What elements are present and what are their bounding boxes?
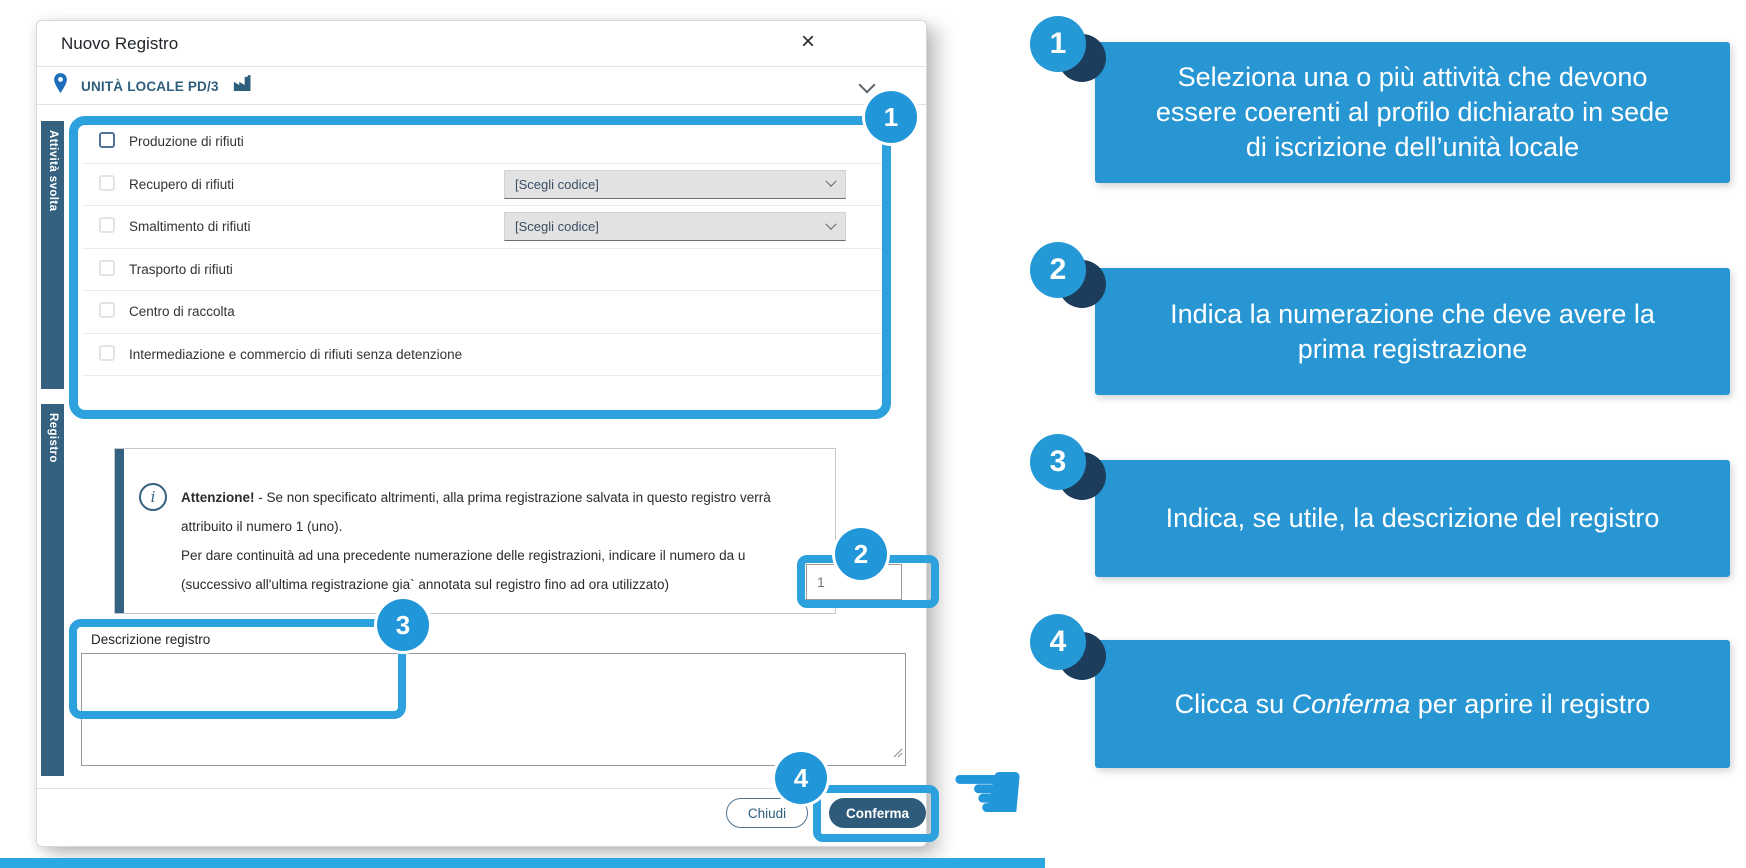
sidebar-attivita-svolta: Attività svolta [41, 121, 64, 389]
attention-text [181, 483, 811, 599]
callout-line: Seleziona una o più attività che devono [1177, 62, 1648, 92]
callout-badge-4: 4 [1030, 614, 1086, 670]
callout-line: Indica la numerazione che deve avere la [1170, 298, 1655, 329]
callout-badge-3: 3 [1030, 434, 1086, 490]
activity-label: Smaltimento di rifiuti [129, 219, 251, 234]
divider [37, 104, 926, 105]
codice-select[interactable] [504, 212, 846, 241]
callout-text-italic: Conferma [1291, 688, 1411, 719]
resize-handle[interactable] [893, 745, 903, 763]
checkbox-trasporto[interactable] [99, 260, 115, 276]
activity-label: Centro di raccolta [129, 304, 235, 319]
callout-3 [1095, 460, 1730, 577]
chevron-down-icon[interactable] [859, 77, 876, 94]
step-badge-1: 1 [865, 91, 917, 143]
callout-line: prima registrazione [1297, 333, 1528, 364]
codice-select[interactable] [504, 170, 846, 199]
sidebar-registro: Registro [41, 404, 64, 776]
activity-row [82, 206, 887, 249]
callout-line [1175, 687, 1651, 722]
activity-label: Produzione di rifiuti [129, 134, 244, 149]
chevron-down-icon [825, 218, 836, 229]
checkbox-recupero[interactable] [99, 175, 115, 191]
checkbox-intermediazione[interactable] [99, 345, 115, 361]
callout-badge-2: 2 [1030, 242, 1086, 298]
location-unit-label: UNITÀ LOCALE PD/3 [81, 79, 219, 94]
checkbox-produzione[interactable] [99, 132, 115, 148]
conferma-button[interactable]: Conferma [829, 798, 926, 828]
checkbox-smaltimento[interactable] [99, 217, 115, 233]
activity-row [82, 291, 887, 334]
attention-bold: Attenzione! [181, 490, 255, 505]
nuovo-registro-modal [36, 20, 927, 847]
description-label: Descrizione registro [91, 632, 211, 647]
step-badge-4: 4 [775, 752, 827, 804]
callout-text: Clicca su [1174, 688, 1292, 719]
callout-line: essere coerenti al profilo dichiarato in sede [1155, 97, 1670, 127]
activity-label: Intermediazione e commercio di rifiuti senza detenzione [129, 346, 463, 362]
attention-line1: - Se non specificato altrimenti, alla prima registrazione salvata in questo registro verrà [254, 490, 771, 505]
close-icon[interactable]: × [801, 28, 816, 55]
activity-row [82, 164, 887, 207]
callout-1 [1095, 42, 1730, 183]
callout-badge-1: 1 [1030, 16, 1086, 72]
activity-label: Trasporto di rifiuti [129, 261, 233, 277]
select-value: [Scegli codice] [515, 219, 599, 234]
chiudi-button[interactable]: Chiudi [726, 798, 808, 828]
divider [37, 66, 926, 67]
factory-icon [233, 75, 253, 97]
activity-row [82, 249, 887, 292]
callout-4 [1095, 640, 1730, 768]
info-icon: i [139, 483, 167, 511]
activity-row [82, 334, 887, 377]
activity-row [82, 121, 887, 164]
bottom-accent-bar [0, 858, 1045, 868]
callout-line: Indica, se utile, la descrizione del registro [1165, 503, 1660, 533]
activity-label: Recupero di rifiuti [129, 176, 235, 192]
description-textarea[interactable] [81, 653, 906, 766]
activities-list [82, 121, 887, 376]
modal-title: Nuovo Registro [61, 34, 179, 53]
checkbox-centro-raccolta[interactable] [99, 302, 115, 318]
first-number-input[interactable]: 1 [806, 564, 902, 600]
location-pin-icon [52, 72, 69, 99]
chevron-down-icon [825, 176, 836, 187]
step-badge-3: 3 [377, 599, 429, 651]
callout-text: per aprire il registro [1410, 688, 1651, 719]
attention-line2: attribuito il numero 1 (uno). [181, 519, 343, 534]
select-value: [Scegli codice] [515, 176, 599, 192]
pointing-hand-icon: ☚ [948, 740, 1027, 843]
callout-2 [1095, 268, 1730, 395]
attention-notice [114, 448, 836, 614]
attention-line4: (successivo all'ultima registrazione gia` annotata sul registro fino ad ora utilizzato) [181, 577, 670, 592]
callout-line: di iscrizione dell’unità locale [1245, 132, 1580, 162]
step-badge-2: 2 [835, 528, 887, 580]
attention-line3: Per dare continuità ad una precedente numerazione delle registrazioni, indicare il numero da u [181, 548, 746, 563]
